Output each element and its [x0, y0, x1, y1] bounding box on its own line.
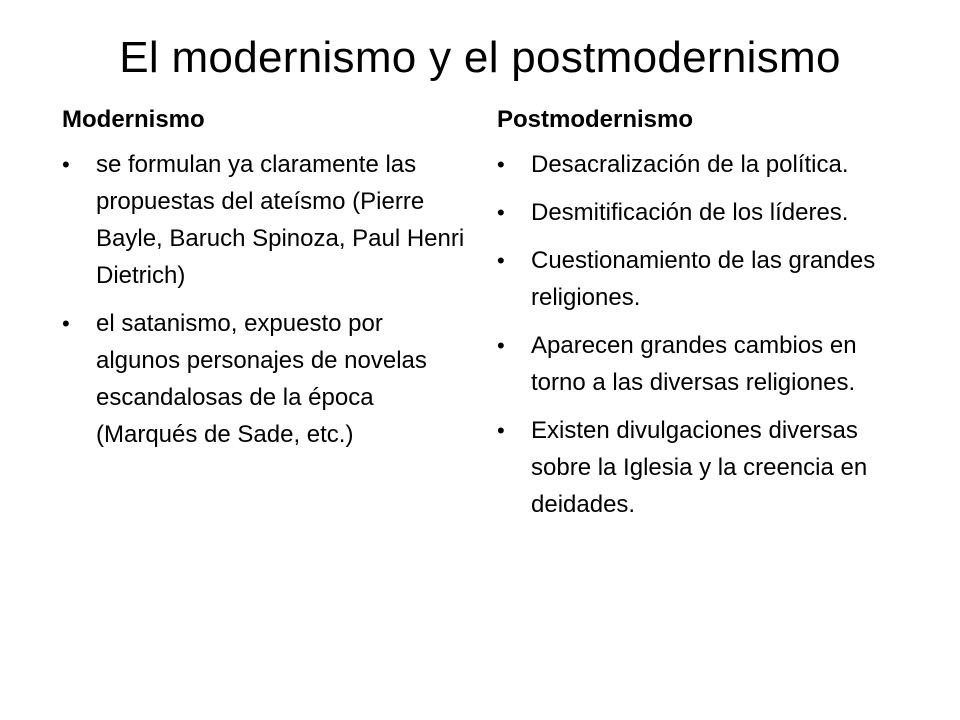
bullet-item — [497, 242, 907, 316]
bullet-item — [62, 305, 472, 453]
bullet-icon: • — [497, 248, 505, 273]
postmodernismo-column — [497, 104, 907, 534]
bullet-item — [497, 194, 907, 231]
bullet-text: Aparecen grandes cambios en torno a las diversas religiones. — [531, 332, 857, 396]
bullet-text: Existen divulgaciones diversas sobre la Iglesia y la creencia en deidades. — [531, 417, 868, 518]
bullet-icon: • — [62, 152, 70, 177]
slide-title: El modernismo y el postmodernismo — [119, 33, 841, 82]
modernismo-column — [62, 104, 472, 464]
postmodernismo-heading: Postmodernismo — [497, 106, 694, 133]
bullet-text: Cuestionamiento de las grandes religiones. — [531, 247, 876, 311]
bullet-item — [62, 146, 472, 294]
bullet-icon: • — [62, 311, 70, 336]
bullet-text: el satanismo, expuesto por algunos personajes de novelas escandalosas de la época (Marqués de Sade, etc.) — [96, 310, 427, 448]
bullet-icon: • — [497, 152, 505, 177]
bullet-item — [497, 146, 907, 183]
bullet-icon: • — [497, 200, 505, 225]
postmodernismo-bullet-list — [497, 146, 907, 523]
bullet-item — [497, 327, 907, 401]
bullet-text: Desmitificación de los líderes. — [531, 199, 849, 226]
bullet-text: Desacralización de la política. — [531, 151, 849, 178]
bullet-text: se formulan ya claramente las propuestas del ateísmo (Pierre Bayle, Baruch Spinoza, Paul Henri Dietrich) — [96, 151, 465, 289]
modernismo-heading: Modernismo — [62, 106, 205, 133]
bullet-item — [497, 412, 907, 523]
bullet-icon: • — [497, 333, 505, 358]
modernismo-bullet-list — [62, 146, 472, 453]
bullet-icon: • — [497, 418, 505, 443]
